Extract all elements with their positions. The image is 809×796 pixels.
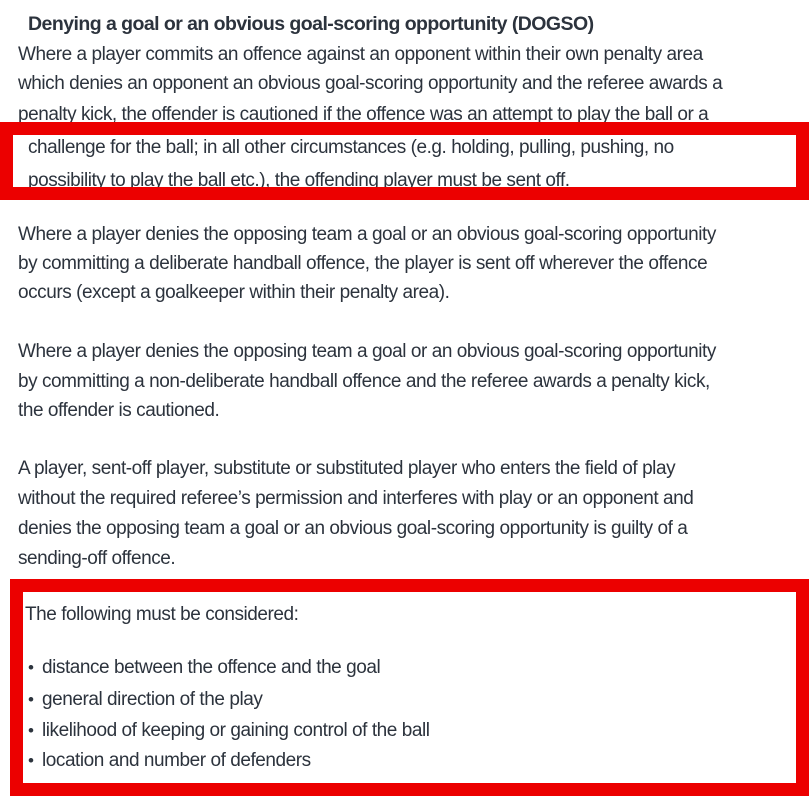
paragraph-1-highlighted-line-2: possibility to play the ball etc.), the offending player must be sent off. xyxy=(28,170,570,191)
considerations-item xyxy=(28,750,311,772)
considerations-item xyxy=(28,720,430,742)
paragraph-1-line-2: which denies an opponent an obvious goal-scoring opportunity and the referee awards a xyxy=(18,73,723,94)
paragraph-1-line-3: penalty kick, the offender is cautioned if the offence was an attempt to play the ball or a xyxy=(18,104,709,125)
bullet-icon: • xyxy=(28,658,34,677)
paragraph-4-line-3: denies the opposing team a goal or an obvious goal-scoring opportunity is guilty of a xyxy=(18,518,688,539)
bullet-icon: • xyxy=(28,751,34,770)
paragraph-4-line-2: without the required referee’s permission and interferes with play or an opponent and xyxy=(18,488,694,509)
considerations-item-label: location and number of defenders xyxy=(42,750,311,771)
page-title: Denying a goal or an obvious goal-scoring opportunity (DOGSO) xyxy=(28,13,594,36)
paragraph-2-line-1: Where a player denies the opposing team a goal or an obvious goal-scoring opportunity xyxy=(18,224,716,245)
bullet-icon: • xyxy=(28,721,34,740)
paragraph-3-line-2: by committing a non-deliberate handball offence and the referee awards a penalty kick, xyxy=(18,371,710,392)
considerations-intro: The following must be considered: xyxy=(25,604,299,625)
paragraph-4-line-4: sending-off offence. xyxy=(18,548,176,569)
paragraph-2-line-2: by committing a deliberate handball offence, the player is sent off wherever the offence xyxy=(18,253,708,274)
considerations-item-label: general direction of the play xyxy=(42,689,263,710)
considerations-item-label: likelihood of keeping or gaining control of the ball xyxy=(42,720,430,741)
considerations-item-label: distance between the offence and the goal xyxy=(42,657,381,678)
considerations-item xyxy=(28,657,380,679)
paragraph-2-line-3: occurs (except a goalkeeper within their penalty area). xyxy=(18,282,450,303)
considerations-item xyxy=(28,689,262,711)
paragraph-3-line-3: the offender is cautioned. xyxy=(18,400,220,421)
paragraph-4-line-1: A player, sent-off player, substitute or substituted player who enters the field of play xyxy=(18,458,676,479)
paragraph-1-line-1: Where a player commits an offence against an opponent within their own penalty area xyxy=(18,44,703,65)
bullet-icon: • xyxy=(28,690,34,709)
paragraph-1-highlighted-line-1: challenge for the ball; in all other circumstances (e.g. holding, pulling, pushing, no xyxy=(28,137,674,158)
paragraph-3-line-1: Where a player denies the opposing team a goal or an obvious goal-scoring opportunity xyxy=(18,341,716,362)
